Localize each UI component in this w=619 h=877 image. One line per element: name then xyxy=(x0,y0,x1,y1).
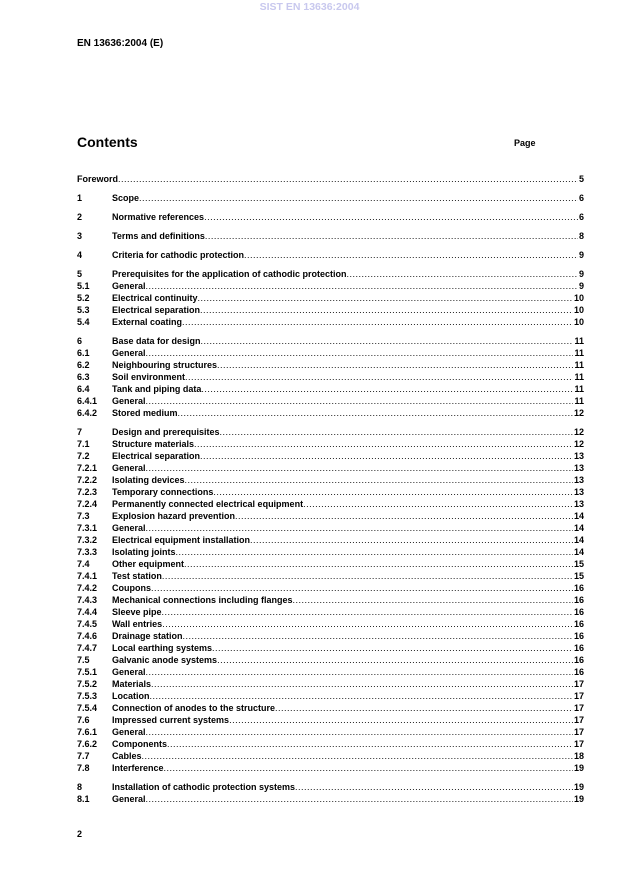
toc-entry[interactable] xyxy=(77,762,584,774)
toc-entry-page: 17 xyxy=(573,727,584,737)
toc-entry[interactable] xyxy=(77,534,584,546)
watermark: SIST EN 13636:2004 xyxy=(259,1,360,13)
dot-leader xyxy=(146,462,573,474)
toc-entry[interactable] xyxy=(77,558,584,570)
toc-entry-title: Cables xyxy=(112,751,142,761)
toc-entry-title: Isolating devices xyxy=(112,475,185,485)
toc-entry-number: 7 xyxy=(77,427,83,437)
toc-entry-title: Tank and piping data xyxy=(112,384,202,394)
toc-entry-page: 16 xyxy=(573,667,584,677)
toc-entry[interactable] xyxy=(77,606,584,618)
toc-entry[interactable] xyxy=(77,371,584,383)
toc-entry[interactable] xyxy=(77,738,584,750)
toc-entry[interactable] xyxy=(77,486,584,498)
toc-entry-page: 17 xyxy=(573,703,584,713)
toc-entry-title: Components xyxy=(112,739,167,749)
dot-leader xyxy=(162,618,573,630)
toc-entry-number: 6.2 xyxy=(77,360,90,370)
toc-entry-title: Connection of anodes to the structure xyxy=(112,703,276,713)
dot-leader xyxy=(205,230,578,242)
toc-entry-number: 8.1 xyxy=(77,794,90,804)
toc-entry-title: Impressed current systems xyxy=(112,715,230,725)
toc-entry[interactable] xyxy=(77,654,584,666)
toc-entry[interactable] xyxy=(77,359,584,371)
dot-leader xyxy=(146,522,573,534)
toc-entry-page: 12 xyxy=(573,427,584,437)
toc-entry-number: 6 xyxy=(77,336,83,346)
toc-entry-page: 16 xyxy=(573,583,584,593)
toc-entry-page: 16 xyxy=(573,631,584,641)
toc-entry-number: 7.7 xyxy=(77,751,90,761)
dot-leader xyxy=(303,498,573,510)
dot-leader xyxy=(200,450,573,462)
toc-entry-number: 7.2.3 xyxy=(77,487,98,497)
toc-entry-number: 7.6 xyxy=(77,715,90,725)
dot-leader xyxy=(185,371,573,383)
toc-entry[interactable] xyxy=(77,702,584,714)
toc-entry-page: 14 xyxy=(573,535,584,545)
toc-entry-number: 7.4.2 xyxy=(77,583,98,593)
dot-leader xyxy=(142,750,573,762)
toc-entry-page: 17 xyxy=(573,715,584,725)
toc-entry-title: Stored medium xyxy=(112,408,178,418)
toc-entry-title: Electrical separation xyxy=(112,451,201,461)
toc-entry[interactable] xyxy=(77,211,584,223)
toc-entry-title: Explosion hazard prevention xyxy=(112,511,236,521)
toc-entry-page: 10 xyxy=(573,293,584,303)
dot-leader xyxy=(182,316,573,328)
toc-entry[interactable] xyxy=(77,192,584,204)
toc-entry-title: General xyxy=(112,794,146,804)
dot-leader xyxy=(250,534,573,546)
toc-entry-title: General xyxy=(112,523,146,533)
dot-leader xyxy=(176,546,573,558)
toc-entry-page: 13 xyxy=(573,487,584,497)
toc-entry-title: Electrical equipment installation xyxy=(112,535,251,545)
toc-entry-number: 7.2.4 xyxy=(77,499,98,509)
toc-entry-title: Soil environment xyxy=(112,372,186,382)
toc-entry[interactable] xyxy=(77,462,584,474)
toc-entry[interactable] xyxy=(77,173,584,185)
document-header: EN 13636:2004 (E) xyxy=(77,38,164,49)
toc-entry-number: 5 xyxy=(77,269,83,279)
dot-leader xyxy=(146,280,578,292)
toc-entry[interactable] xyxy=(77,335,584,347)
toc-entry-page: 9 xyxy=(578,250,584,260)
toc-entry-number: 7.2.1 xyxy=(77,463,98,473)
toc-entry-number: 8 xyxy=(77,782,83,792)
toc-entry-number: 1 xyxy=(77,193,83,203)
dot-leader xyxy=(220,426,573,438)
toc-entry-title: General xyxy=(112,348,146,358)
dot-leader xyxy=(178,407,573,419)
toc-entry-page: 6 xyxy=(578,212,584,222)
toc-entry[interactable] xyxy=(77,714,584,726)
page-column-label: Page xyxy=(514,138,536,148)
toc-entry[interactable] xyxy=(77,395,584,407)
toc-entry[interactable] xyxy=(77,407,584,419)
toc-entry-number: 6.3 xyxy=(77,372,90,382)
dot-leader xyxy=(229,714,573,726)
toc-entry-page: 10 xyxy=(573,317,584,327)
toc-entry-page: 8 xyxy=(578,231,584,241)
toc-entry-title: Electrical separation xyxy=(112,305,201,315)
toc-entry-number: 7.4.5 xyxy=(77,619,98,629)
toc-entry-title: General xyxy=(112,727,146,737)
toc-entry-page: 11 xyxy=(574,348,584,358)
toc-entry-page: 12 xyxy=(573,439,584,449)
dot-leader xyxy=(295,781,573,793)
toc-entry-page: 9 xyxy=(578,269,584,279)
toc-entry-page: 11 xyxy=(574,360,584,370)
toc-entry-page: 11 xyxy=(574,384,584,394)
toc-entry-page: 5 xyxy=(578,174,584,184)
toc-entry-number: 2 xyxy=(77,212,83,222)
toc-entry-number: 3 xyxy=(77,231,83,241)
toc-entry[interactable] xyxy=(77,510,584,522)
dot-leader xyxy=(150,690,573,702)
toc-entry-page: 19 xyxy=(573,794,584,804)
toc-entry[interactable] xyxy=(77,750,584,762)
toc-entry-page: 16 xyxy=(573,619,584,629)
dot-leader xyxy=(200,304,573,316)
toc-entry-title: External coating xyxy=(112,317,183,327)
toc-entry-title: General xyxy=(112,396,146,406)
dot-leader xyxy=(235,510,573,522)
toc-entry-title: Isolating joints xyxy=(112,547,176,557)
toc-entry-title: Electrical continuity xyxy=(112,293,198,303)
toc-entry-title: Structure materials xyxy=(112,439,195,449)
table-of-contents xyxy=(77,173,584,805)
dot-leader xyxy=(244,249,578,261)
dot-leader xyxy=(194,438,573,450)
toc-entry[interactable] xyxy=(77,594,584,606)
toc-entry-page: 16 xyxy=(573,643,584,653)
toc-entry-title: Normative references xyxy=(112,212,205,222)
toc-entry[interactable] xyxy=(77,292,584,304)
dot-leader xyxy=(217,359,573,371)
toc-entry-page: 16 xyxy=(573,655,584,665)
dot-leader xyxy=(217,654,573,666)
toc-entry-number: 5.1 xyxy=(77,281,90,291)
toc-entry-title: General xyxy=(112,667,146,677)
toc-entry-title: Prerequisites for the application of cathodic protection xyxy=(112,269,347,279)
dot-leader xyxy=(118,173,578,185)
toc-entry-page: 17 xyxy=(573,691,584,701)
dot-leader xyxy=(184,558,573,570)
dot-leader xyxy=(204,211,578,223)
toc-entry-number: 7.4 xyxy=(77,559,90,569)
dot-leader xyxy=(164,762,573,774)
toc-entry[interactable] xyxy=(77,304,584,316)
toc-entry-number: 7.3 xyxy=(77,511,90,521)
dot-leader xyxy=(201,335,574,347)
dot-leader xyxy=(198,292,573,304)
toc-entry-title: General xyxy=(112,281,146,291)
toc-entry-page: 19 xyxy=(573,763,584,773)
toc-entry-title: Other equipment xyxy=(112,559,185,569)
toc-entry[interactable] xyxy=(77,347,584,359)
toc-entry[interactable] xyxy=(77,426,584,438)
toc-entry[interactable] xyxy=(77,280,584,292)
toc-entry-number: 7.4.1 xyxy=(77,571,98,581)
toc-entry-title: Local earthing systems xyxy=(112,643,213,653)
toc-entry-page: 11 xyxy=(574,336,584,346)
toc-entry[interactable] xyxy=(77,666,584,678)
toc-entry-title: Scope xyxy=(112,193,140,203)
toc-entry-number: 7.4.6 xyxy=(77,631,98,641)
toc-entry-number: 7.4.7 xyxy=(77,643,98,653)
toc-entry-page: 14 xyxy=(573,523,584,533)
toc-entry-number: 7.4.4 xyxy=(77,607,98,617)
toc-entry[interactable] xyxy=(77,690,584,702)
dot-leader xyxy=(293,594,573,606)
toc-entry-number: 7.5 xyxy=(77,655,90,665)
toc-entry-number: 5.3 xyxy=(77,305,90,315)
toc-entry-title: Test station xyxy=(112,571,162,581)
toc-entry-page: 16 xyxy=(573,607,584,617)
toc-entry-title: Foreword xyxy=(77,174,119,184)
dot-leader xyxy=(167,738,573,750)
dot-leader xyxy=(139,192,578,204)
toc-entry-number: 7.5.1 xyxy=(77,667,98,677)
toc-entry-number: 6.4.2 xyxy=(77,408,98,418)
toc-entry-page: 14 xyxy=(573,511,584,521)
toc-entry[interactable] xyxy=(77,781,584,793)
toc-entry[interactable] xyxy=(77,383,584,395)
toc-entry-page: 13 xyxy=(573,451,584,461)
toc-entry-page: 18 xyxy=(573,751,584,761)
toc-entry-page: 14 xyxy=(573,547,584,557)
toc-entry-title: Interference xyxy=(112,763,164,773)
toc-entry-page: 17 xyxy=(573,679,584,689)
toc-entry-number: 7.3.2 xyxy=(77,535,98,545)
toc-entry[interactable] xyxy=(77,642,584,654)
toc-entry-title: Materials xyxy=(112,679,152,689)
toc-entry-number: 7.2.2 xyxy=(77,475,98,485)
toc-entry[interactable] xyxy=(77,618,584,630)
toc-entry-title: Temporary connections xyxy=(112,487,214,497)
toc-entry-number: 6.1 xyxy=(77,348,90,358)
toc-entry-title: Drainage station xyxy=(112,631,183,641)
toc-entry-title: Terms and definitions xyxy=(112,231,205,241)
toc-entry-title: Location xyxy=(112,691,150,701)
toc-entry[interactable] xyxy=(77,249,584,261)
dot-leader xyxy=(146,395,574,407)
toc-entry-title: Criteria for cathodic protection xyxy=(112,250,245,260)
toc-entry-number: 6.4 xyxy=(77,384,90,394)
page-number: 2 xyxy=(77,829,83,839)
toc-entry-title: Sleeve pipe xyxy=(112,607,162,617)
dot-leader xyxy=(347,268,578,280)
dot-leader xyxy=(162,606,573,618)
dot-leader xyxy=(162,570,573,582)
toc-entry[interactable] xyxy=(77,546,584,558)
toc-entry-number: 7.5.4 xyxy=(77,703,98,713)
dot-leader xyxy=(146,347,574,359)
toc-entry-page: 6 xyxy=(578,193,584,203)
toc-entry-page: 15 xyxy=(573,559,584,569)
toc-entry[interactable] xyxy=(77,474,584,486)
dot-leader xyxy=(212,642,573,654)
toc-entry[interactable] xyxy=(77,678,584,690)
dot-leader xyxy=(151,582,573,594)
toc-entry[interactable] xyxy=(77,726,584,738)
dot-leader xyxy=(201,383,573,395)
toc-entry[interactable] xyxy=(77,582,584,594)
toc-entry-number: 7.3.3 xyxy=(77,547,98,557)
toc-entry[interactable] xyxy=(77,230,584,242)
toc-entry[interactable] xyxy=(77,268,584,280)
toc-entry-page: 13 xyxy=(573,475,584,485)
toc-entry[interactable] xyxy=(77,316,584,328)
dot-leader xyxy=(275,702,573,714)
toc-entry-title: Design and prerequisites xyxy=(112,427,220,437)
toc-entry-number: 7.5.2 xyxy=(77,679,98,689)
toc-entry-page: 9 xyxy=(578,281,584,291)
toc-entry-title: Neighbouring structures xyxy=(112,360,218,370)
toc-entry-title: Installation of cathodic protection systems xyxy=(112,782,296,792)
dot-leader xyxy=(213,486,573,498)
toc-entry-number: 7.8 xyxy=(77,763,90,773)
toc-entry[interactable] xyxy=(77,570,584,582)
dot-leader xyxy=(183,630,573,642)
toc-entry-page: 12 xyxy=(573,408,584,418)
toc-entry-page: 13 xyxy=(573,499,584,509)
toc-entry-title: General xyxy=(112,463,146,473)
dot-leader xyxy=(146,793,573,805)
toc-entry-number: 7.1 xyxy=(77,439,90,449)
toc-entry-number: 5.2 xyxy=(77,293,90,303)
toc-entry-title: Galvanic anode systems xyxy=(112,655,218,665)
toc-entry-page: 17 xyxy=(573,739,584,749)
toc-entry-page: 10 xyxy=(573,305,584,315)
toc-entry-number: 5.4 xyxy=(77,317,90,327)
toc-entry-title: Wall entries xyxy=(112,619,163,629)
toc-entry-title: Mechanical connections including flanges xyxy=(112,595,293,605)
toc-entry-number: 7.5.3 xyxy=(77,691,98,701)
toc-entry[interactable] xyxy=(77,498,584,510)
toc-entry[interactable] xyxy=(77,522,584,534)
toc-entry-page: 15 xyxy=(573,571,584,581)
toc-entry-page: 11 xyxy=(574,372,584,382)
toc-entry-number: 7.6.1 xyxy=(77,727,98,737)
toc-entry-number: 7.3.1 xyxy=(77,523,98,533)
toc-entry-page: 11 xyxy=(574,396,584,406)
toc-entry[interactable] xyxy=(77,793,584,805)
toc-entry-page: 13 xyxy=(573,463,584,473)
toc-entry-title: Base data for design xyxy=(112,336,201,346)
page-title: Contents xyxy=(77,134,138,150)
toc-entry[interactable] xyxy=(77,630,584,642)
toc-entry[interactable] xyxy=(77,450,584,462)
toc-entry-title: Coupons xyxy=(112,583,151,593)
toc-entry-number: 4 xyxy=(77,250,83,260)
toc-entry-number: 7.6.2 xyxy=(77,739,98,749)
dot-leader xyxy=(185,474,573,486)
toc-entry-number: 7.2 xyxy=(77,451,90,461)
toc-entry-number: 7.4.3 xyxy=(77,595,98,605)
toc-entry-page: 16 xyxy=(573,595,584,605)
dot-leader xyxy=(146,666,573,678)
dot-leader xyxy=(151,678,573,690)
toc-entry-page: 19 xyxy=(573,782,584,792)
dot-leader xyxy=(146,726,573,738)
toc-entry[interactable] xyxy=(77,438,584,450)
toc-entry-number: 6.4.1 xyxy=(77,396,98,406)
toc-entry-title: Permanently connected electrical equipment xyxy=(112,499,304,509)
